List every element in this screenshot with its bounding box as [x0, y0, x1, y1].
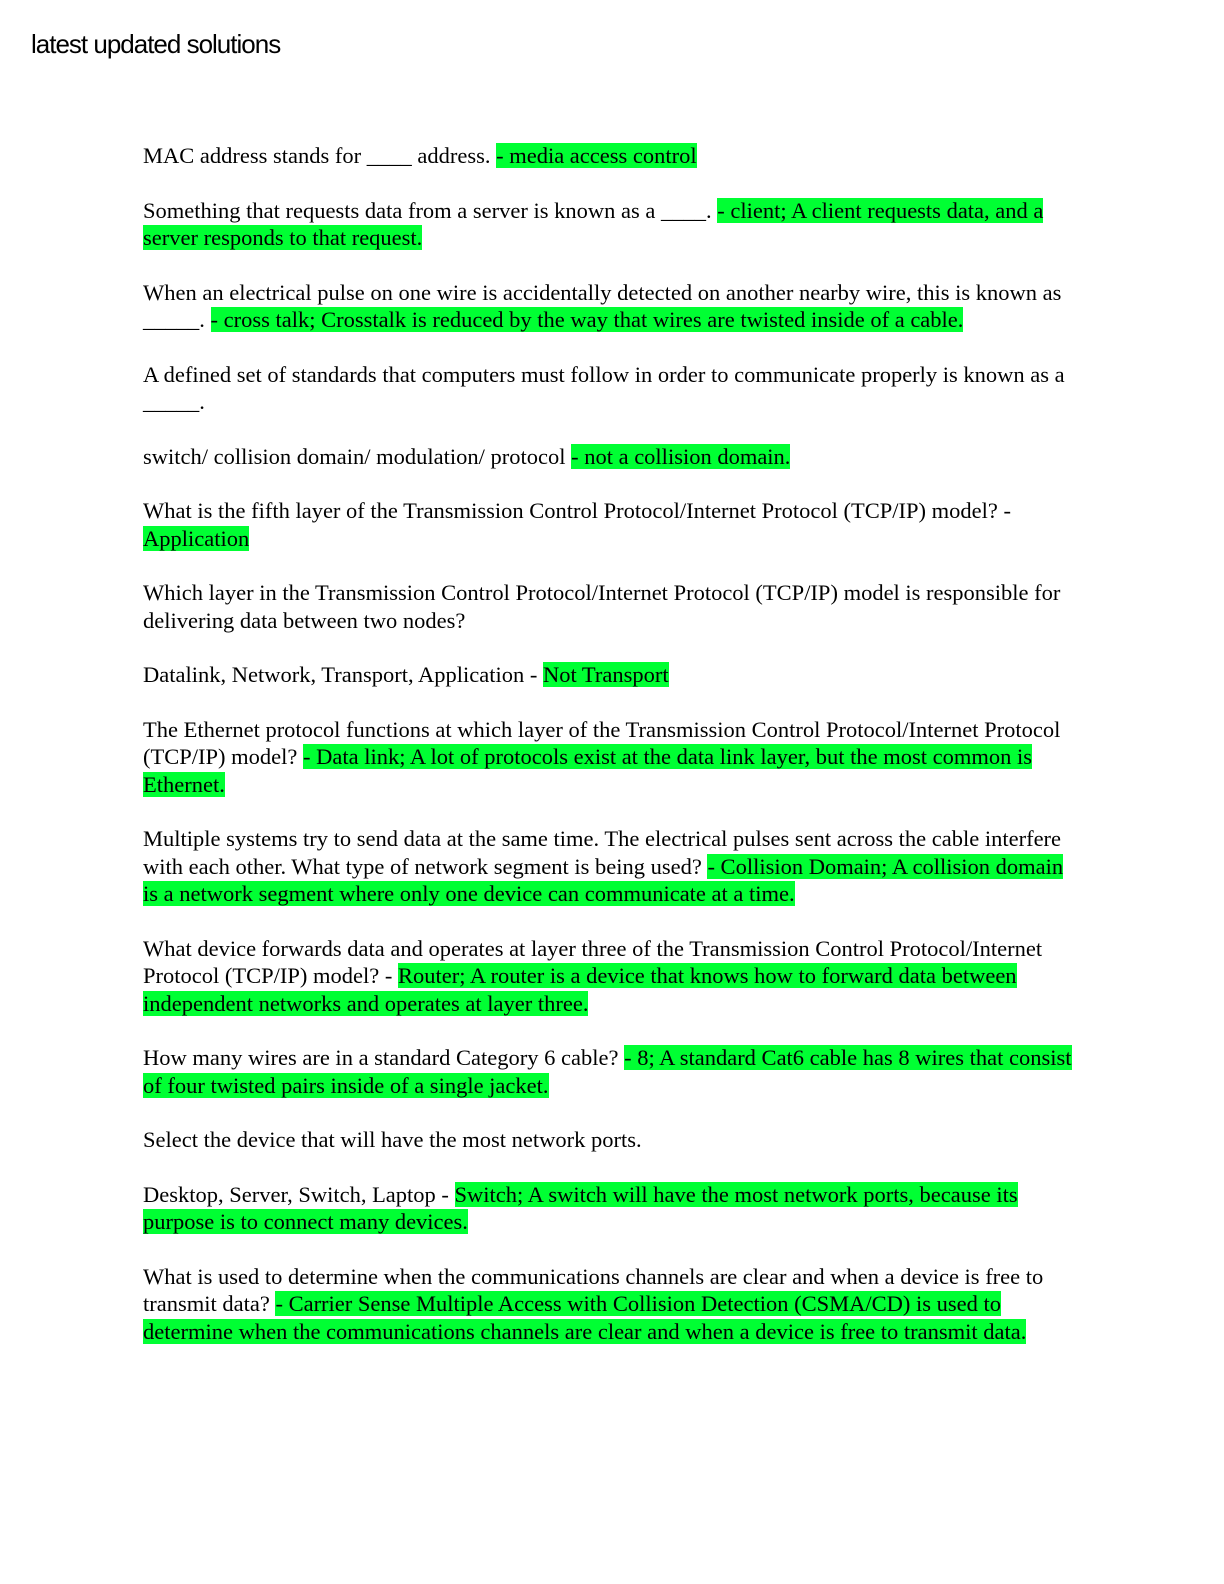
question-text: What device forwards data and operates at layer three of the Transmission Control Protocol/Internet Protocol (TCP/IP) model? -: [143, 935, 1043, 988]
question-text: What is used to determine when the communications channels are clear and when a device is free to transmit data?: [143, 1263, 1044, 1316]
qa-item: [143, 1044, 1078, 1099]
answer-highlight: Switch; A switch will have the most network ports, because its purpose is to connect many devices.: [143, 1181, 1018, 1234]
answer-highlight: - media access control: [496, 143, 697, 168]
qa-item: [143, 361, 1078, 416]
qa-item: [143, 443, 1078, 471]
answer-highlight: - Data link; A lot of protocols exist at the data link layer, but the most common is Ethernet.: [143, 744, 1032, 797]
question-text: MAC address stands for ____ address.: [143, 143, 497, 168]
answer-highlight: - cross talk; Crosstalk is reduced by the way that wires are twisted inside of a cable.: [210, 307, 964, 332]
qa-item: [143, 197, 1078, 252]
qa-item: [143, 1263, 1078, 1346]
question-text: Which layer in the Transmission Control Protocol/Internet Protocol (TCP/IP) model is responsible for delivering data between two nodes?: [143, 580, 1061, 633]
question-text: What is the fifth layer of the Transmission Control Protocol/Internet Protocol (TCP/IP) model? -: [143, 498, 1012, 523]
qa-item: [143, 142, 1078, 170]
qa-item: [143, 1126, 1078, 1154]
qa-item: [143, 661, 1078, 689]
answer-highlight: Application: [143, 525, 250, 551]
question-text: How many wires are in a standard Category 6 cable?: [143, 1045, 625, 1070]
qa-item: [143, 716, 1078, 799]
page-header: latest updated solutions: [31, 29, 281, 59]
qa-item: [143, 279, 1078, 334]
question-text: Something that requests data from a server is known as a ____.: [143, 197, 718, 223]
qa-item: [143, 579, 1078, 634]
qa-item: [143, 497, 1078, 552]
answer-highlight: - not a collision domain.: [571, 443, 791, 469]
qa-item: [143, 1181, 1078, 1236]
answer-highlight: - Carrier Sense Multiple Access with Collision Detection (CSMA/CD) is used to determine when the communications channels are clear and when a device is free to transmit data.: [143, 1291, 1027, 1344]
question-text: Select the device that will have the most network ports.: [143, 1127, 642, 1152]
question-text: A defined set of standards that computers must follow in order to communicate properly is known as a _____.: [143, 361, 1065, 414]
question-text: Desktop, Server, Switch, Laptop -: [143, 1181, 455, 1207]
qa-item: [143, 935, 1078, 1018]
qa-list: [143, 142, 1078, 1372]
question-text: Datalink, Network, Transport, Application -: [143, 662, 543, 687]
question-text: The Ethernet protocol functions at which layer of the Transmission Control Protocol/Internet Protocol (TCP/IP) model?: [143, 716, 1061, 769]
answer-highlight: Not Transport: [542, 662, 669, 687]
answer-highlight: - Collision Domain; A collision domain is a network segment where only one device can communicate at a time.: [143, 853, 1064, 906]
qa-item: [143, 825, 1078, 908]
question-text: When an electrical pulse on one wire is accidentally detected on another nearby wire, this is known as _____.: [143, 279, 1062, 332]
answer-highlight: Router; A router is a device that knows how to forward data between independent networks and operates at layer three.: [143, 963, 1017, 1016]
question-text: Multiple systems try to send data at the same time. The electrical pulses sent across the cable interfere with each other. What type of network segment is being used?: [143, 826, 1062, 879]
answer-highlight: - 8; A standard Cat6 cable has 8 wires that consist of four twisted pairs inside of a single jacket.: [143, 1045, 1072, 1098]
answer-highlight: - client; A client requests data, and a server responds to that request.: [143, 197, 1044, 250]
question-text: switch/ collision domain/ modulation/ protocol: [143, 443, 572, 469]
